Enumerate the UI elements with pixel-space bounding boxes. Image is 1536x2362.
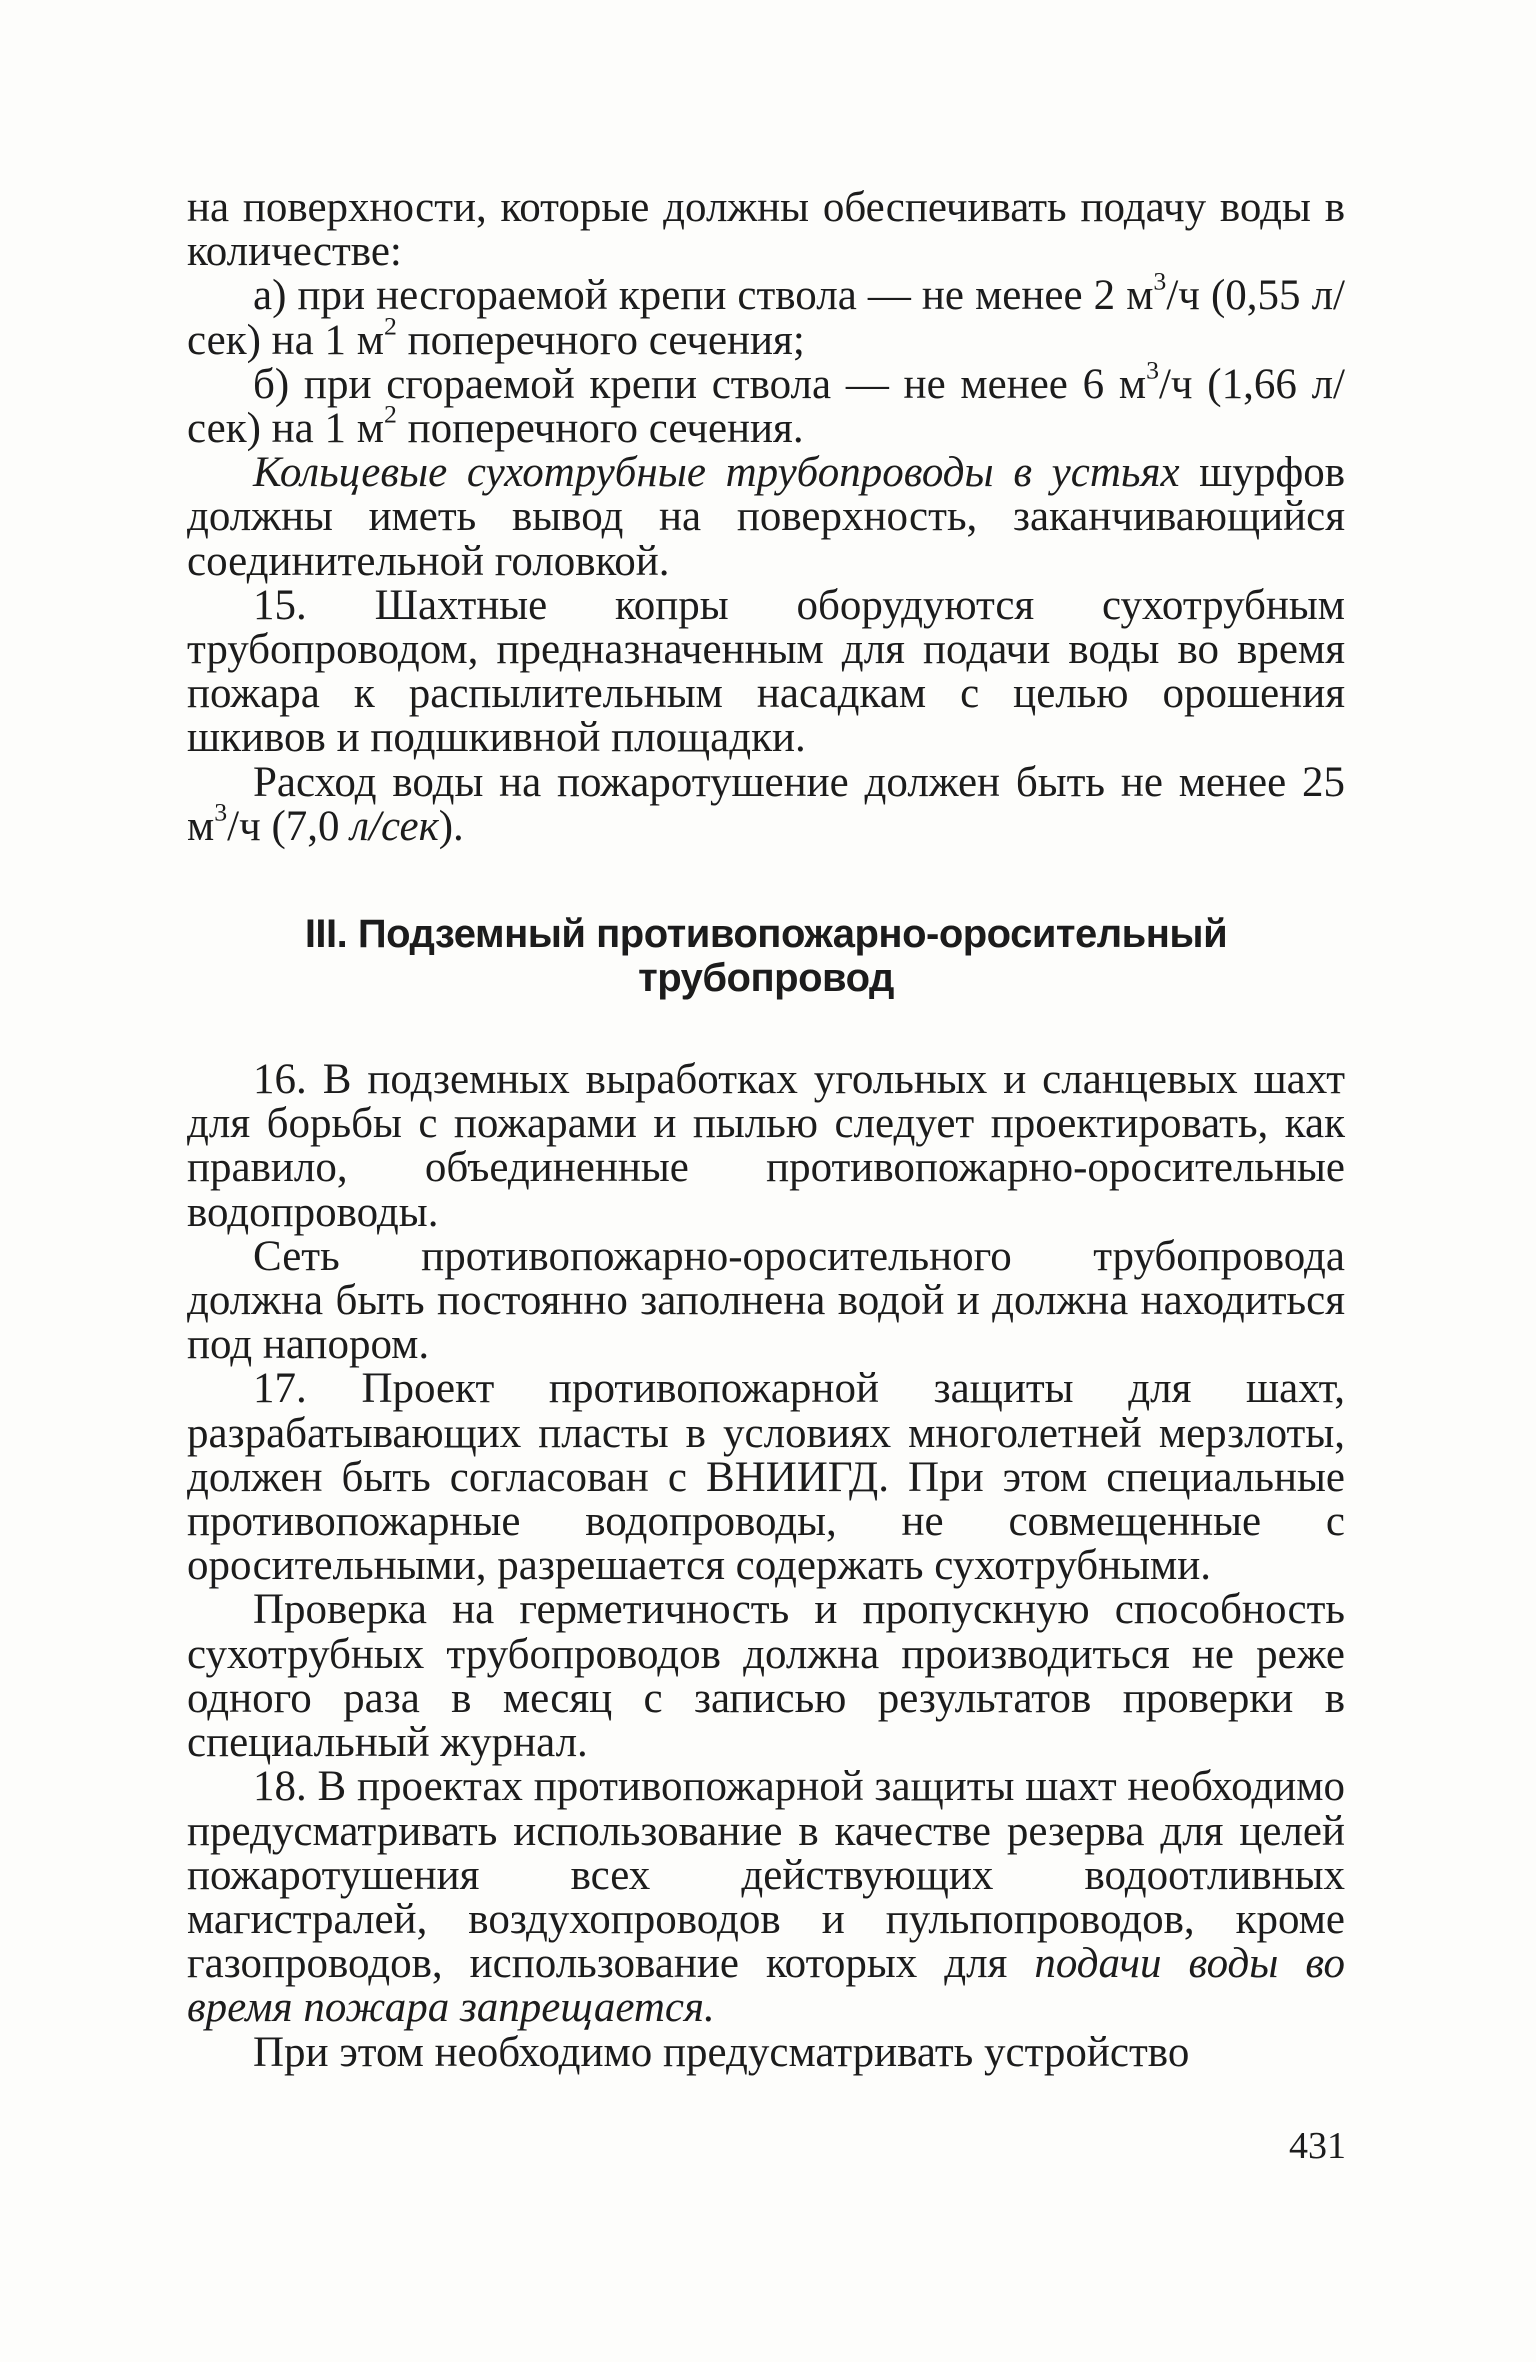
ring-pipes-italic: Кольцевые сухотрубные трубопроводы в устьях <box>253 449 1180 497</box>
item-17-text: 17. Проект противопожарной защиты для шахт, разрабатывающих пласты в условиях многолетней мерзлоты, должен быть согласован с ВНИИГД. При этом специальные противопожарные водопроводы, не совмещенные с оросительными, разрешается содержать сухотрубными. <box>187 1365 1345 1590</box>
item-b-sup: 3 <box>1146 355 1159 385</box>
item-a-text3: поперечного сечения; <box>396 316 805 364</box>
item-a-paragraph <box>187 267 1345 364</box>
consumption-text2: /ч (7,0 <box>227 802 351 850</box>
item-18-paragraph <box>187 1765 1345 2030</box>
item-a-text2: /ч (0,55 л/сек) на 1 м <box>187 272 1345 364</box>
item-b-text2: /ч (1,66 л/сек) на 1 м <box>187 360 1346 453</box>
item-b-paragraph <box>187 355 1346 453</box>
item-18-text: 18. В проектах противопожарной защиты шахт необходимо предусматривать использование в качестве резерва для целей пожаротушения всех действующих водоотливных магистралей, воздухопроводов и пульпопроводов, кроме газопроводов, использование которых для <box>187 1763 1345 1988</box>
consumption-sup: 3 <box>214 797 228 827</box>
consumption-text: Расход воды на пожаротушение должен быть не менее 25 м <box>187 758 1345 850</box>
intro-text: на поверхности, которые должны обеспечивать подачу воды в количестве: <box>187 184 1345 276</box>
section-heading-line2: трубопровод <box>638 956 894 1001</box>
item-b-text: б) при сгораемой крепи ствола — не менее 6 м <box>253 360 1147 408</box>
network-text: Сеть противопожарно-оросительного трубопровода должна быть постоянно заполнена водой и должна находиться под напором. <box>187 1232 1345 1369</box>
consumption-italic: л/сек <box>350 802 439 850</box>
item-15-text: 15. Шахтные копры оборудуются сухотрубным трубопроводом, предназначенным для подачи воды во время пожара к распылительным насадкам с целью орошения шкивов и подшкивной площадки. <box>187 581 1345 762</box>
item-16-text: 16. В подземных выработках угольных и сланцевых шахт для борьбы с пожарами и пылью следует проектировать, как правило, объединенные противопожарно-оросительные водопроводы. <box>187 1056 1345 1236</box>
last-line-paragraph <box>187 2028 1345 2076</box>
section-heading <box>187 912 1345 1000</box>
check-paragraph <box>187 1588 1345 1765</box>
item-b-sup2: 2 <box>383 399 397 429</box>
item-18-italic: подачи воды во время пожара запрещается. <box>187 1940 1345 2032</box>
check-text: Проверка на герметичность и пропускную способность сухотрубных трубопроводов должна производиться не реже одного раза в месяц с записью результатов проверки в специальный журнал. <box>187 1586 1345 1767</box>
section-heading-line1: III. Подземный противопожарно-оросительный <box>304 912 1228 957</box>
item-a-sup2: 2 <box>383 311 397 341</box>
item-17-paragraph <box>187 1367 1345 1588</box>
item-15-paragraph <box>187 581 1345 762</box>
page-number: 431 <box>1289 2125 1346 2167</box>
item-a-sup: 3 <box>1153 267 1167 297</box>
item-a-text: а) при несгораемой крепи ствола — не менее 2 м <box>253 272 1154 320</box>
consumption-paragraph <box>187 758 1345 850</box>
item-b-text3: поперечного сечения. <box>396 405 804 453</box>
last-line-text: При этом необходимо предусматривать устройство <box>253 2028 1190 2076</box>
item-16-paragraph <box>187 1058 1345 1235</box>
intro-paragraph <box>187 186 1345 274</box>
ring-pipes-rest: шурфов должны иметь вывод на поверхность, заканчивающийся соединительной головкой. <box>187 449 1346 585</box>
ring-pipes-paragraph <box>187 451 1345 584</box>
network-paragraph <box>187 1232 1345 1369</box>
consumption-text3: ). <box>438 802 464 850</box>
body-text <box>187 186 1345 2075</box>
